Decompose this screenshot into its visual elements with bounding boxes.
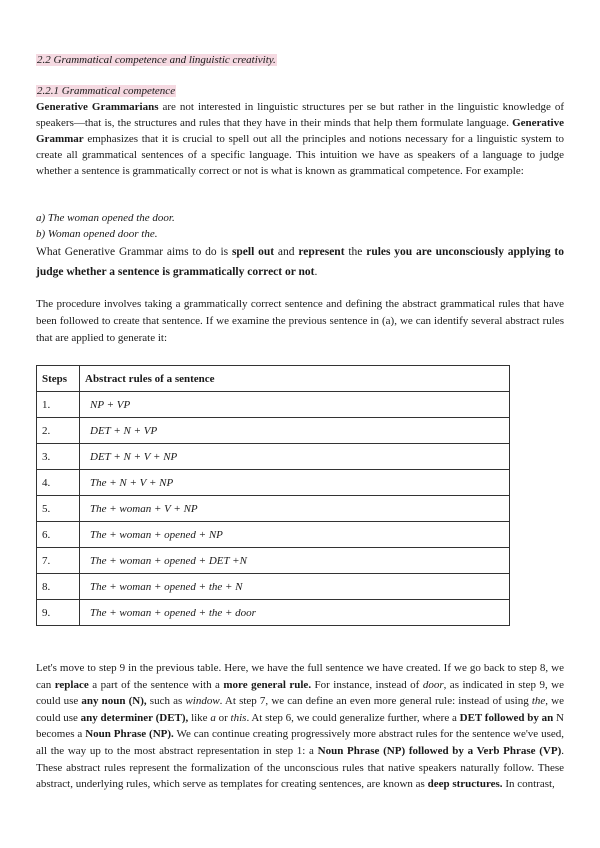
- step-number: 4.: [37, 470, 80, 496]
- rule-text: The + woman + opened + NP: [80, 522, 510, 548]
- step-number: 1.: [37, 392, 80, 418]
- subsection-heading: 2.2.1 Grammatical competence: [37, 85, 176, 97]
- step-number: 3.: [37, 444, 80, 470]
- step-number: 9.: [37, 600, 80, 626]
- step-number: 8.: [37, 574, 80, 600]
- rule-text: The + woman + opened + the + door: [80, 600, 510, 626]
- section-heading: 2.2 Grammatical competence and linguistic creativity.: [37, 54, 276, 66]
- table-row: [37, 470, 510, 496]
- table-row: [37, 548, 510, 574]
- step-number: 2.: [37, 418, 80, 444]
- paragraph-procedure: The procedure involves taking a grammatically correct sentence and defining the abstract grammatical rules that have been followed to create that sentence. If we examine the previous sentence in (a), we can identify several abstract rules that are applied to generate it:: [36, 298, 564, 344]
- rule-text: The + woman + opened + DET +N: [80, 548, 510, 574]
- rule-text: The + woman + opened + the + N: [80, 574, 510, 600]
- rule-text: DET + N + V + NP: [80, 444, 510, 470]
- table-row: [37, 444, 510, 470]
- rule-text: DET + N + VP: [80, 418, 510, 444]
- step-number: 7.: [37, 548, 80, 574]
- paragraph-aims: What Generative Grammar aims to do is spell out and represent the rules you are unconsciously applying to judge whether a sentence is grammatically correct or not.: [36, 246, 564, 278]
- paragraph-explanation: Let's move to step 9 in the previous table. Here, we have the full sentence we have created. If we go back to step 8, we can replace a part of the sentence with a more general rule. For instance, instead of door, as indicated in step 9, we could use any noun (N), such as window. At step 7, we can define an even more general rule: instead of using the, we could use any determiner (DET), like a or this. At step 6, we could generalize further, where a DET followed by an N becomes a Noun Phrase (NP). We can continue creating progressively more abstract rules for the sentence we've used, all the way up to the most abstract representation in step 1: a Noun Phrase (NP) followed by a Verb Phrase (VP). These abstract rules represent the formalization of the unconscious rules that native speakers naturally follow. These abstract, underlying rules, which serve as templates for creating sentences, are known as deep structures. In contrast,: [36, 662, 565, 791]
- rules-table: [36, 365, 510, 626]
- rule-text: The + woman + V + NP: [80, 496, 510, 522]
- table-row: [37, 496, 510, 522]
- header-rules: Abstract rules of a sentence: [80, 366, 510, 392]
- rule-text: The + N + V + NP: [80, 470, 510, 496]
- table-row: [37, 574, 510, 600]
- paragraph-intro: Generative Grammarians are not interested in linguistic structures per se but rather in the linguistic knowledge of speakers—that is, the structures and rules that they have in their minds that help them formulate language. Generative Grammar emphasizes that it is crucial to spell out all the principles and notions necessary for a linguistic system to create all grammatical sentences of a specific language. This intuition we have as speakers of a language to judge whether a sentence is grammatically correct or not is what is known as grammatical competence. For example:: [36, 101, 564, 177]
- table-row: [37, 392, 510, 418]
- rule-text: NP + VP: [80, 392, 510, 418]
- step-number: 6.: [37, 522, 80, 548]
- table-header-row: [37, 366, 510, 392]
- header-steps: Steps: [37, 366, 80, 392]
- table-row: [37, 418, 510, 444]
- example-b: b) Woman opened door the.: [36, 228, 158, 240]
- step-number: 5.: [37, 496, 80, 522]
- example-a: a) The woman opened the door.: [36, 212, 175, 224]
- table-row: [37, 522, 510, 548]
- table-row: [37, 600, 510, 626]
